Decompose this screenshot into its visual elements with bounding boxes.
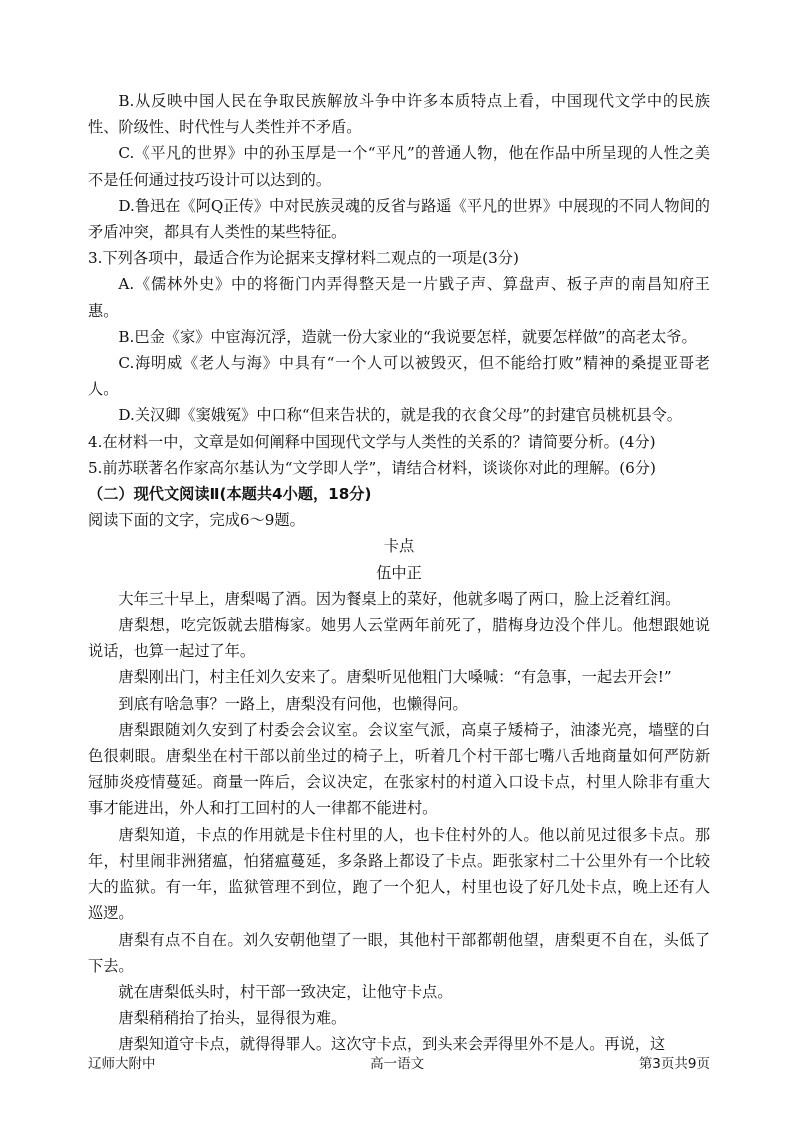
story-title: 卡点	[383, 537, 415, 556]
q3-option-b: B.巴金《家》中宦海沉浮，造就一份大家业的“我说要怎样，就要怎样做”的高老太爷。	[118, 327, 697, 346]
story-paragraph: 唐梨跟随刘久安到了村委会会议室。会议室气派，高桌子矮椅子，油漆光亮，墙壁的白色很刺眼。唐梨坐在村干部以前坐过的椅子上，听着几个村干部七嘴八舌地商量如何严防新冠肺炎疫情蔓延。商量一阵后，会议决定，在张家村的村道入口设卡点，村里人除非有重大事才能进出，外人和打工回村的人一律都不能进村。	[88, 720, 710, 818]
q3-option-c: C.海明威《老人与海》中具有“一个人可以被毁灭，但不能给打败”精神的桑提亚哥老人。	[88, 354, 710, 399]
story-paragraph: 唐梨知道守卡点，就得得罪人。这次守卡点，到头来会弄得里外不是人。再说，这	[118, 1035, 666, 1054]
story-author: 伍中正	[376, 563, 422, 582]
q5-stem: 5.前苏联著名作家高尔基认为“文学即人学”，请结合材料，谈谈你对此的理解。(6分)	[88, 458, 656, 477]
footer-school: 辽师大附中	[88, 1056, 156, 1072]
story-paragraph: 唐梨想，吃完饭就去腊梅家。她男人云堂两年前死了，腊梅身边没个伴儿。他想跟她说说话，也算一起过了年。	[88, 616, 710, 661]
section-heading: （二）现代文阅读Ⅱ(本题共4小题，18分)	[88, 485, 372, 504]
footer-page-number: 第3页共9页	[638, 1056, 710, 1072]
story-paragraph: 唐梨知道，卡点的作用就是卡住村里的人，也卡住村外的人。他以前见过很多卡点。那年，村里闹非洲猪瘟，怕猪瘟蔓延，多条路上都设了卡点。距张家村二十公里外有一个比较大的监狱。有一年，监狱管理不到位，跑了一个犯人，村里也设了好几处卡点，晚上还有人巡逻。	[88, 825, 710, 923]
story-paragraph: 到底有啥急事？一路上，唐梨没有问他，也懒得问。	[118, 694, 468, 713]
q2-option-b: B.从反映中国人民在争取民族解放斗争中许多本质特点上看，中国现代文学中的民族性、阶级性、时代性与人类性并不矛盾。	[88, 92, 710, 137]
q3-option-d: D.关汉卿《窦娥冤》中口称“但来告状的，就是我的衣食父母”的封建官员桃杌县令。	[118, 406, 682, 425]
footer-subject: 高一语文	[370, 1056, 425, 1072]
q3-option-a: A.《儒林外史》中的将衙门内弄得整天是一片戥子声、算盘声、板子声的南昌知府王惠。	[88, 275, 710, 320]
section-instruction: 阅读下面的文字，完成6～9题。	[88, 511, 305, 530]
q3-stem: 3.下列各项中，最适合作为论据来支撑材料二观点的一项是(3分)	[88, 249, 519, 268]
story-paragraph: 就在唐梨低头时，村干部一致决定，让他守卡点。	[118, 982, 453, 1001]
page-footer	[88, 1052, 710, 1072]
story-paragraph: 唐梨稍稍抬了抬头，显得很为难。	[118, 1009, 347, 1028]
story-paragraph: 唐梨有点不自在。刘久安朝他望了一眼，其他村干部都朝他望，唐梨更不自在，头低了下去。	[88, 930, 710, 975]
q2-option-d: D.鲁迅在《阿Q正传》中对民族灵魂的反省与路遥《平凡的世界》中展现的不同人物间的矛盾冲突，都具有人类性的某些特征。	[88, 196, 710, 242]
q4-stem: 4.在材料一中，文章是如何阐释中国现代文学与人类性的关系的？请简要分析。(4分)	[88, 432, 656, 451]
story-paragraph: 大年三十早上，唐梨喝了酒。因为餐桌上的菜好，他就多喝了两口，脸上泛着红润。	[118, 589, 681, 608]
page-content	[88, 88, 710, 1058]
story-paragraph: 唐梨刚出门，村主任刘久安来了。唐梨听见他粗门大嗓喊：“有急事，一起去开会!”	[118, 668, 672, 687]
q2-option-c: C.《平凡的世界》中的孙玉厚是一个“平凡”的普通人物，他在作品中所呈现的人性之美不是任何通过技巧设计可以达到的。	[88, 144, 710, 189]
